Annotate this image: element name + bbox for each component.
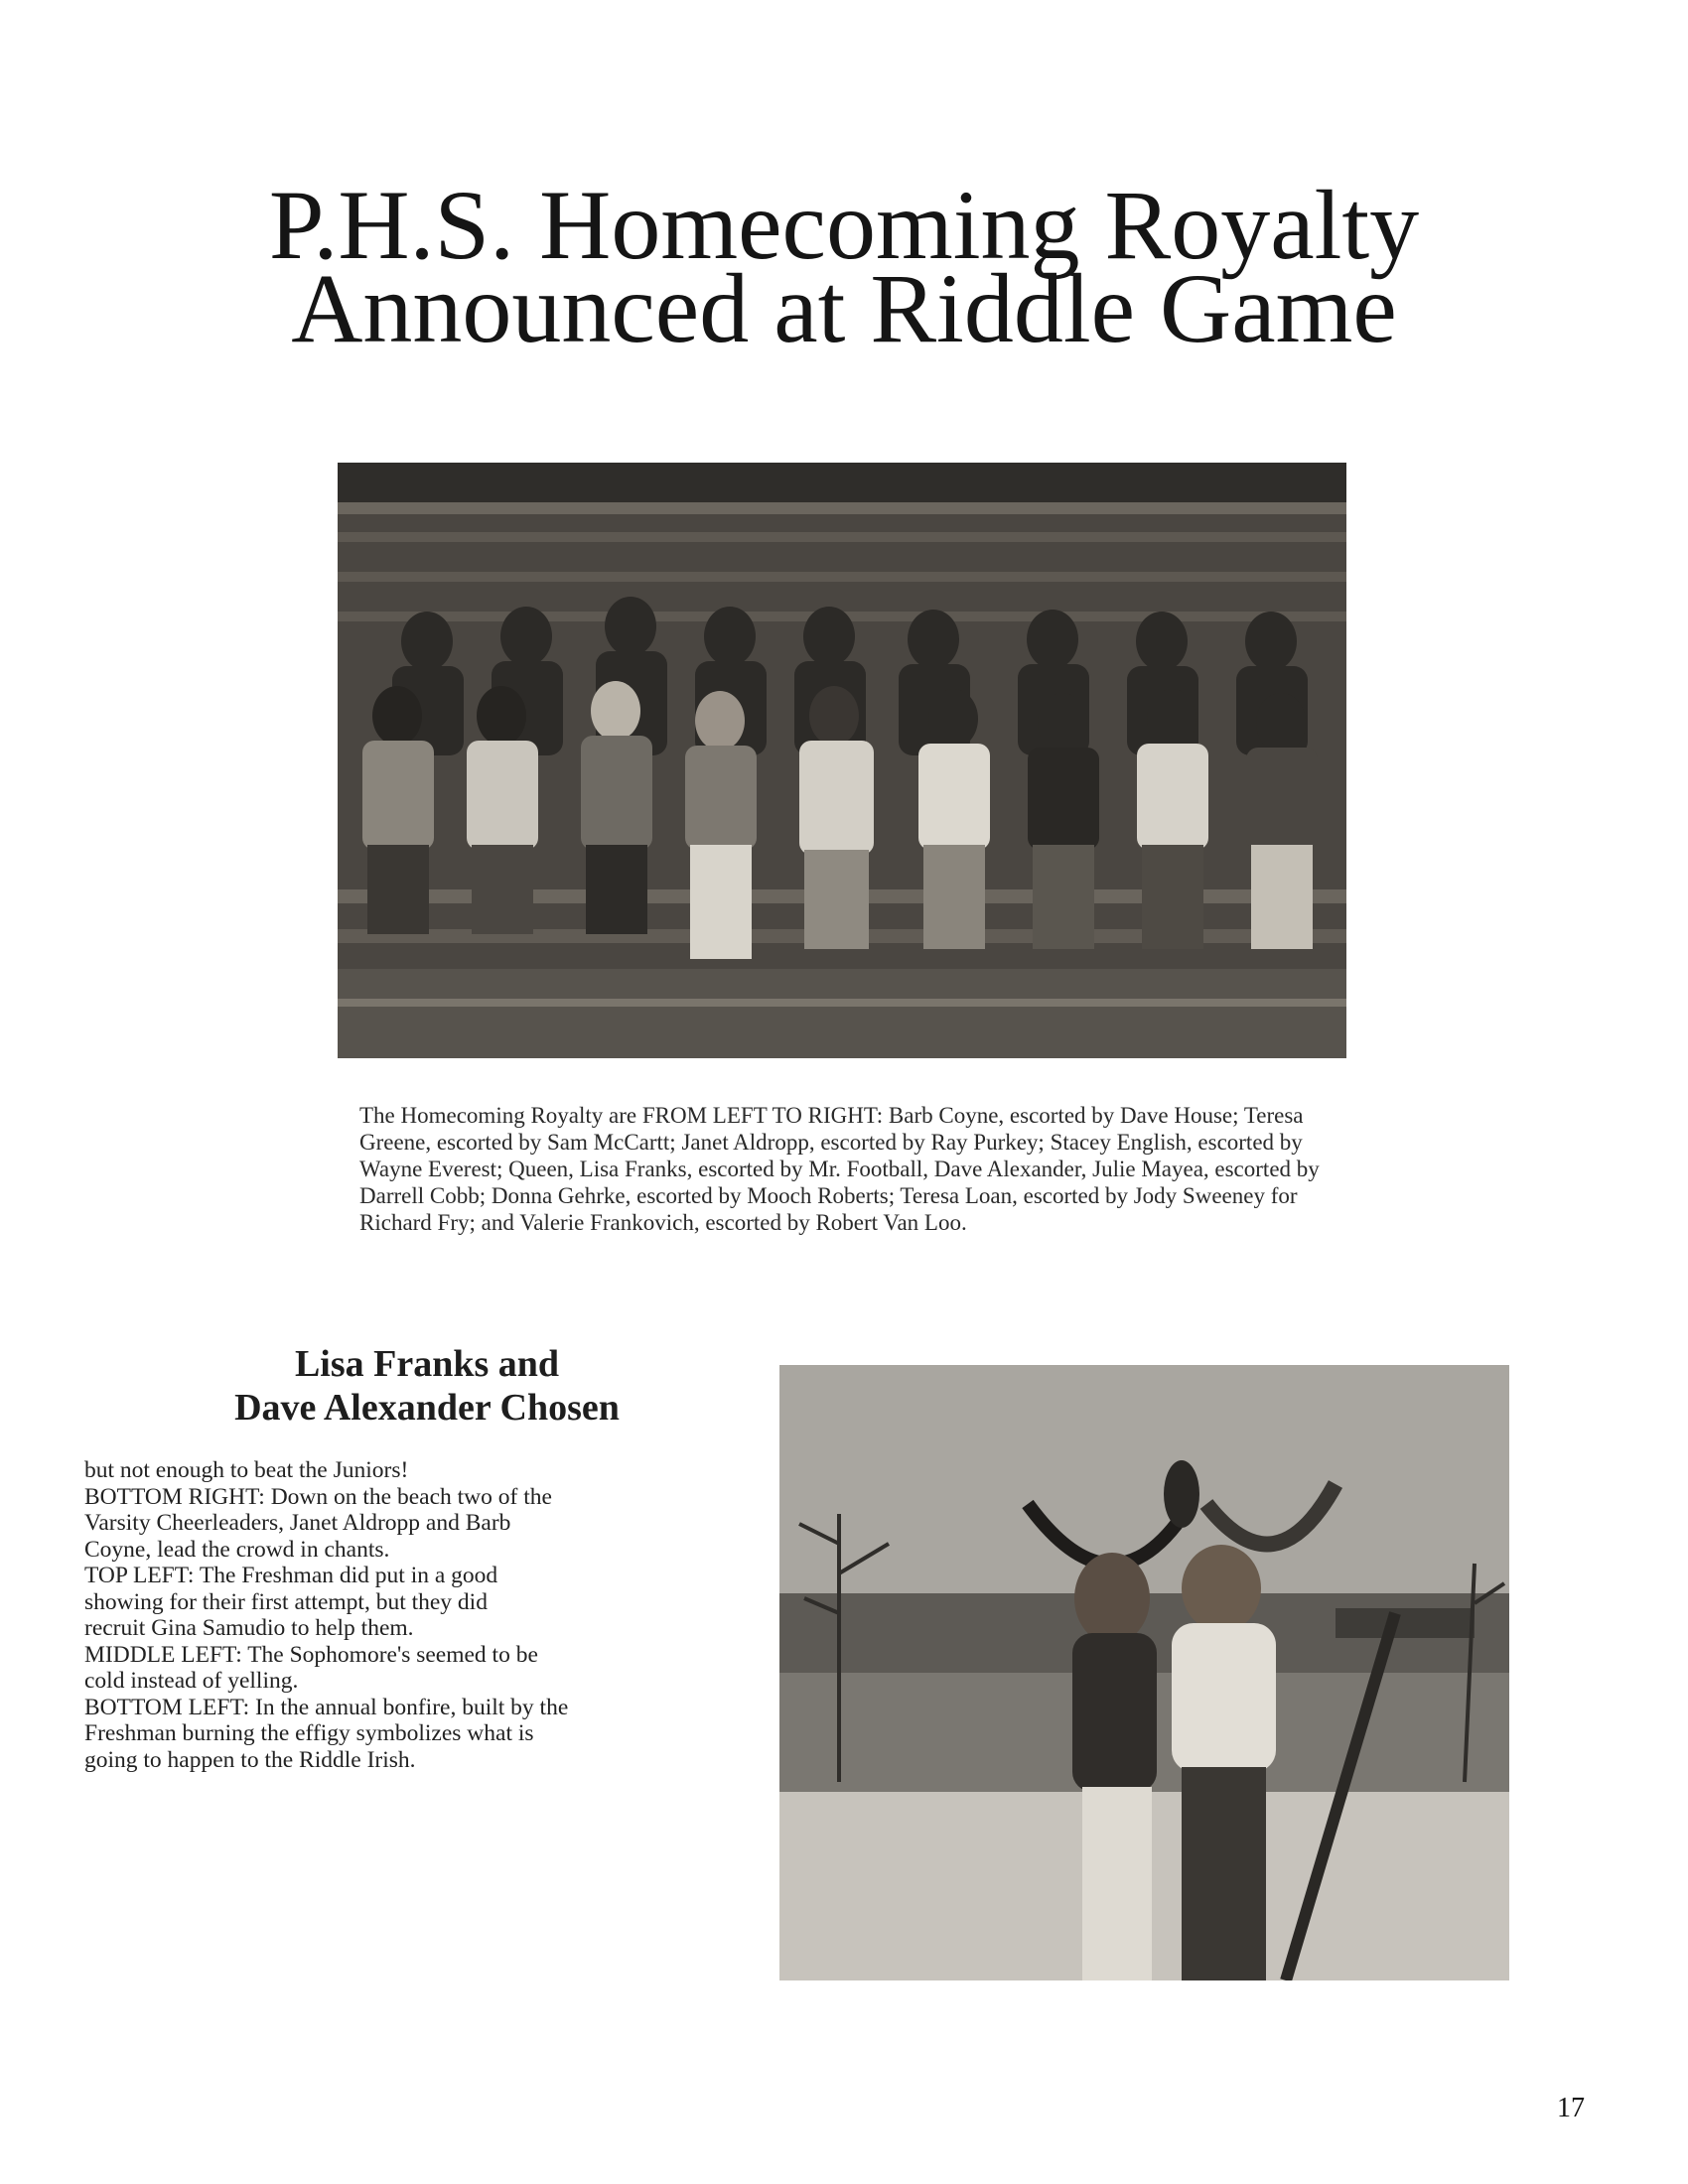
page-number: 17 bbox=[1557, 2093, 1585, 2123]
section-subheading bbox=[179, 1342, 675, 1430]
body-line: MIDDLE LEFT: The Sophomore's seemed to be bbox=[84, 1641, 538, 1668]
body-line: Varsity Cheerleaders, Janet Aldropp and Barb bbox=[84, 1510, 511, 1536]
title-line-1: P.H.S. Homecoming Royalty bbox=[268, 170, 1420, 280]
title-line-2: Announced at Riddle Game bbox=[291, 253, 1397, 363]
body-line: but not enough to beat the Juniors! bbox=[84, 1457, 409, 1483]
king-queen-photo bbox=[779, 1365, 1509, 1980]
body-line: Freshman burning the effigy symbolizes what is bbox=[84, 1720, 534, 1746]
subheading-line-2: Dave Alexander Chosen bbox=[234, 1387, 620, 1429]
body-line: TOP LEFT: The Freshman did put in a good bbox=[84, 1563, 498, 1588]
body-text bbox=[84, 1457, 740, 1773]
royalty-group-photo bbox=[338, 463, 1346, 1058]
body-line: cold instead of yelling. bbox=[84, 1668, 299, 1694]
body-line: BOTTOM RIGHT: Down on the beach two of the bbox=[84, 1483, 552, 1510]
page-title bbox=[0, 170, 1688, 363]
body-line: going to happen to the Riddle Irish. bbox=[84, 1746, 416, 1773]
body-line: showing for their first attempt, but they did bbox=[84, 1588, 488, 1615]
body-line: Coyne, lead the crowd in chants. bbox=[84, 1536, 390, 1563]
body-line: BOTTOM LEFT: In the annual bonfire, built by the bbox=[84, 1694, 569, 1720]
body-line: recruit Gina Samudio to help them. bbox=[84, 1615, 414, 1641]
photo-caption: The Homecoming Royalty are FROM LEFT TO RIGHT: Barb Coyne, escorted by Dave House; Teresa Greene, escorted by Sam McCartt; Janet Aldropp, escorted by Ray Purkey; Stacey English, escorted by Wayne Everest; Queen, Lisa Franks, escorted by Mr. Football, Dave Alexander, Julie Mayea, escorted by Darrell Cobb; Donna Gehrke, escorted by Mooch Roberts; Teresa Loan, escorted by Jody Sweeney for Richard Fry; and Valerie Frankovich, escorted by Robert Van Loo. bbox=[359, 1103, 1320, 1235]
subheading-line-1: Lisa Franks and bbox=[294, 1343, 560, 1385]
